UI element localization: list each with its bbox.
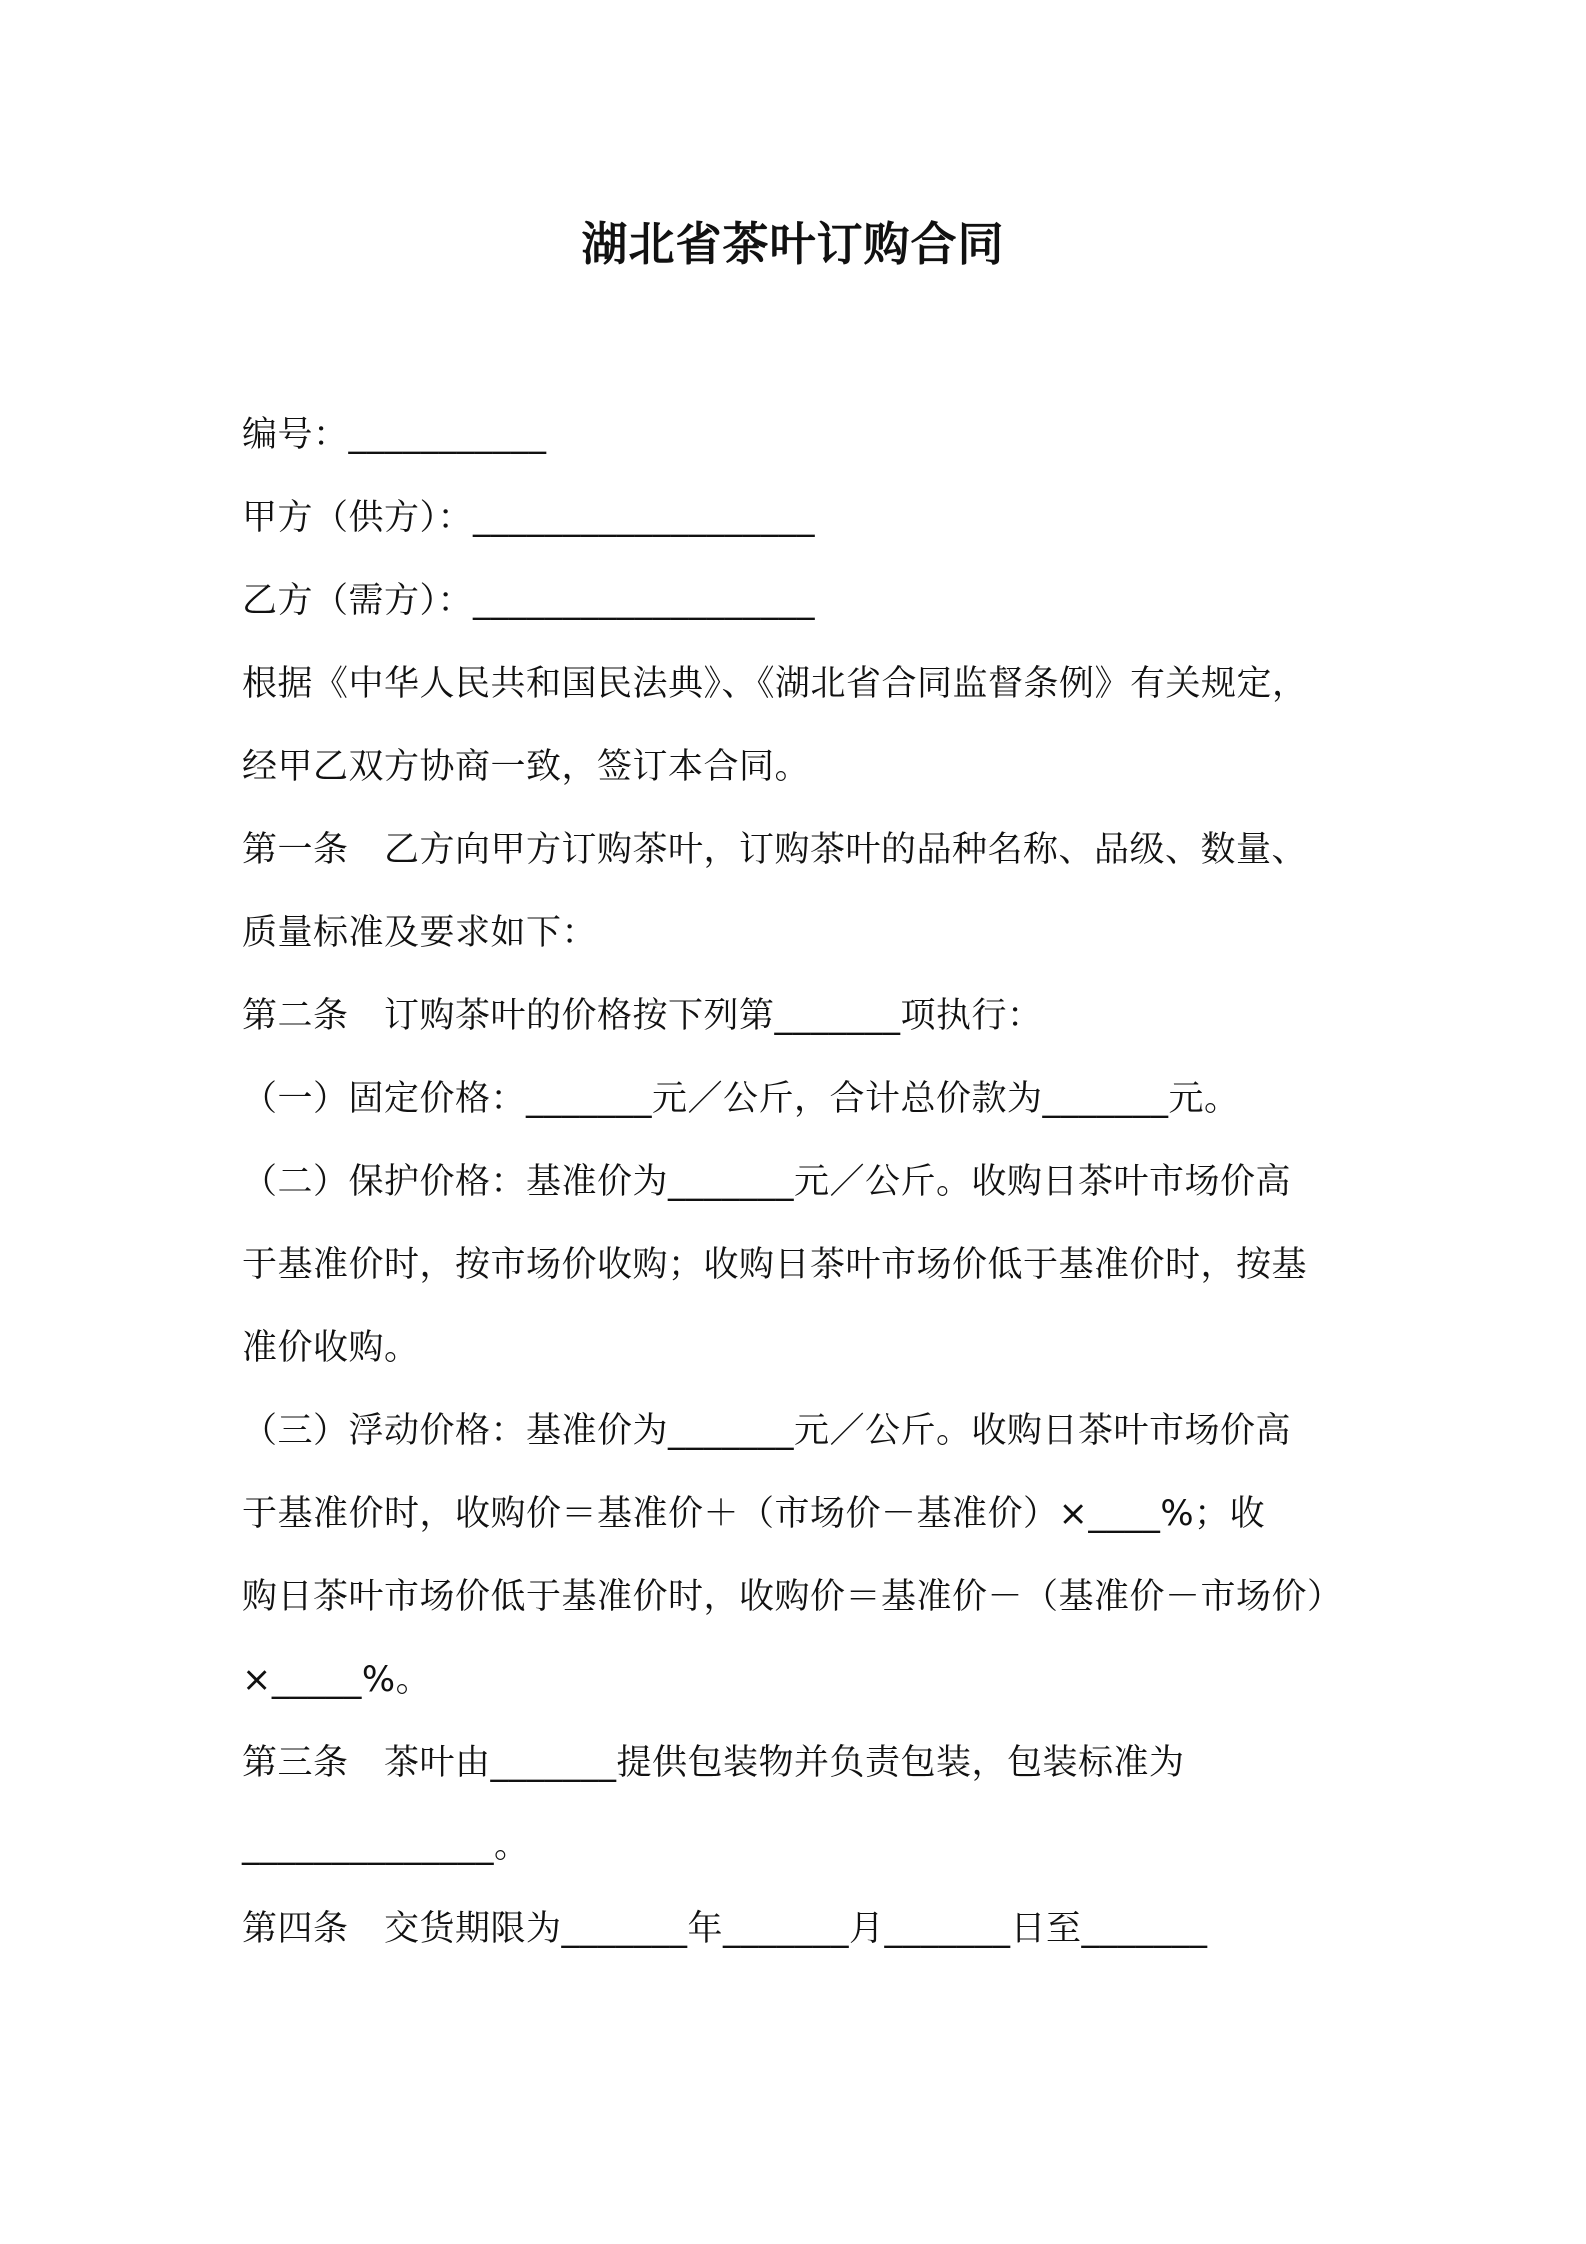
fixed-price-line: （一）固定价格：_______元／公斤，合计总价款为_______元。 — [242, 1079, 1240, 1119]
floating-price-line-1: （三）浮动价格：基准价为_______元／公斤。收购日茶叶市场价高 — [242, 1411, 1292, 1451]
floating-price-line-3: 购日茶叶市场价低于基准价时，收购价＝基准价－（基准价－市场价） — [242, 1577, 1343, 1617]
floating-price-line-4: ×_____%。 — [242, 1660, 432, 1700]
article-1-line-1: 第一条 乙方向甲方订购茶叶，订购茶叶的品种名称、品级、数量、 — [242, 830, 1308, 870]
article-4-line: 第四条 交货期限为_______年_______月_______日至_______ — [242, 1909, 1208, 1949]
document-title: 湖北省茶叶订购合同 — [581, 217, 1005, 271]
party-b-line: 乙方（需方）：___________________ — [242, 581, 816, 621]
protected-price-line-1: （二）保护价格：基准价为_______元／公斤。收购日茶叶市场价高 — [242, 1162, 1292, 1202]
article-1-line-2: 质量标准及要求如下： — [242, 913, 598, 953]
preamble-line-2: 经甲乙双方协商一致，签订本合同。 — [242, 747, 811, 787]
party-a-line: 甲方（供方）：___________________ — [242, 498, 816, 538]
preamble-line-1: 根据《中华人民共和国民法典》、《湖北省合同监督条例》有关规定， — [242, 664, 1308, 704]
contract-number-line: 编号：___________ — [242, 415, 547, 455]
article-2-line: 第二条 订购茶叶的价格按下列第_______项执行： — [242, 996, 1043, 1036]
floating-price-line-2: 于基准价时，收购价＝基准价＋（市场价－基准价）×____%；收 — [242, 1494, 1266, 1534]
protected-price-line-2: 于基准价时，按市场价收购；收购日茶叶市场价低于基准价时，按基 — [242, 1245, 1308, 1285]
protected-price-line-3: 准价收购。 — [242, 1328, 420, 1368]
article-3-line-1: 第三条 茶叶由_______提供包装物并负责包装，包装标准为 — [242, 1743, 1185, 1783]
article-3-line-2: ______________。 — [242, 1826, 530, 1866]
